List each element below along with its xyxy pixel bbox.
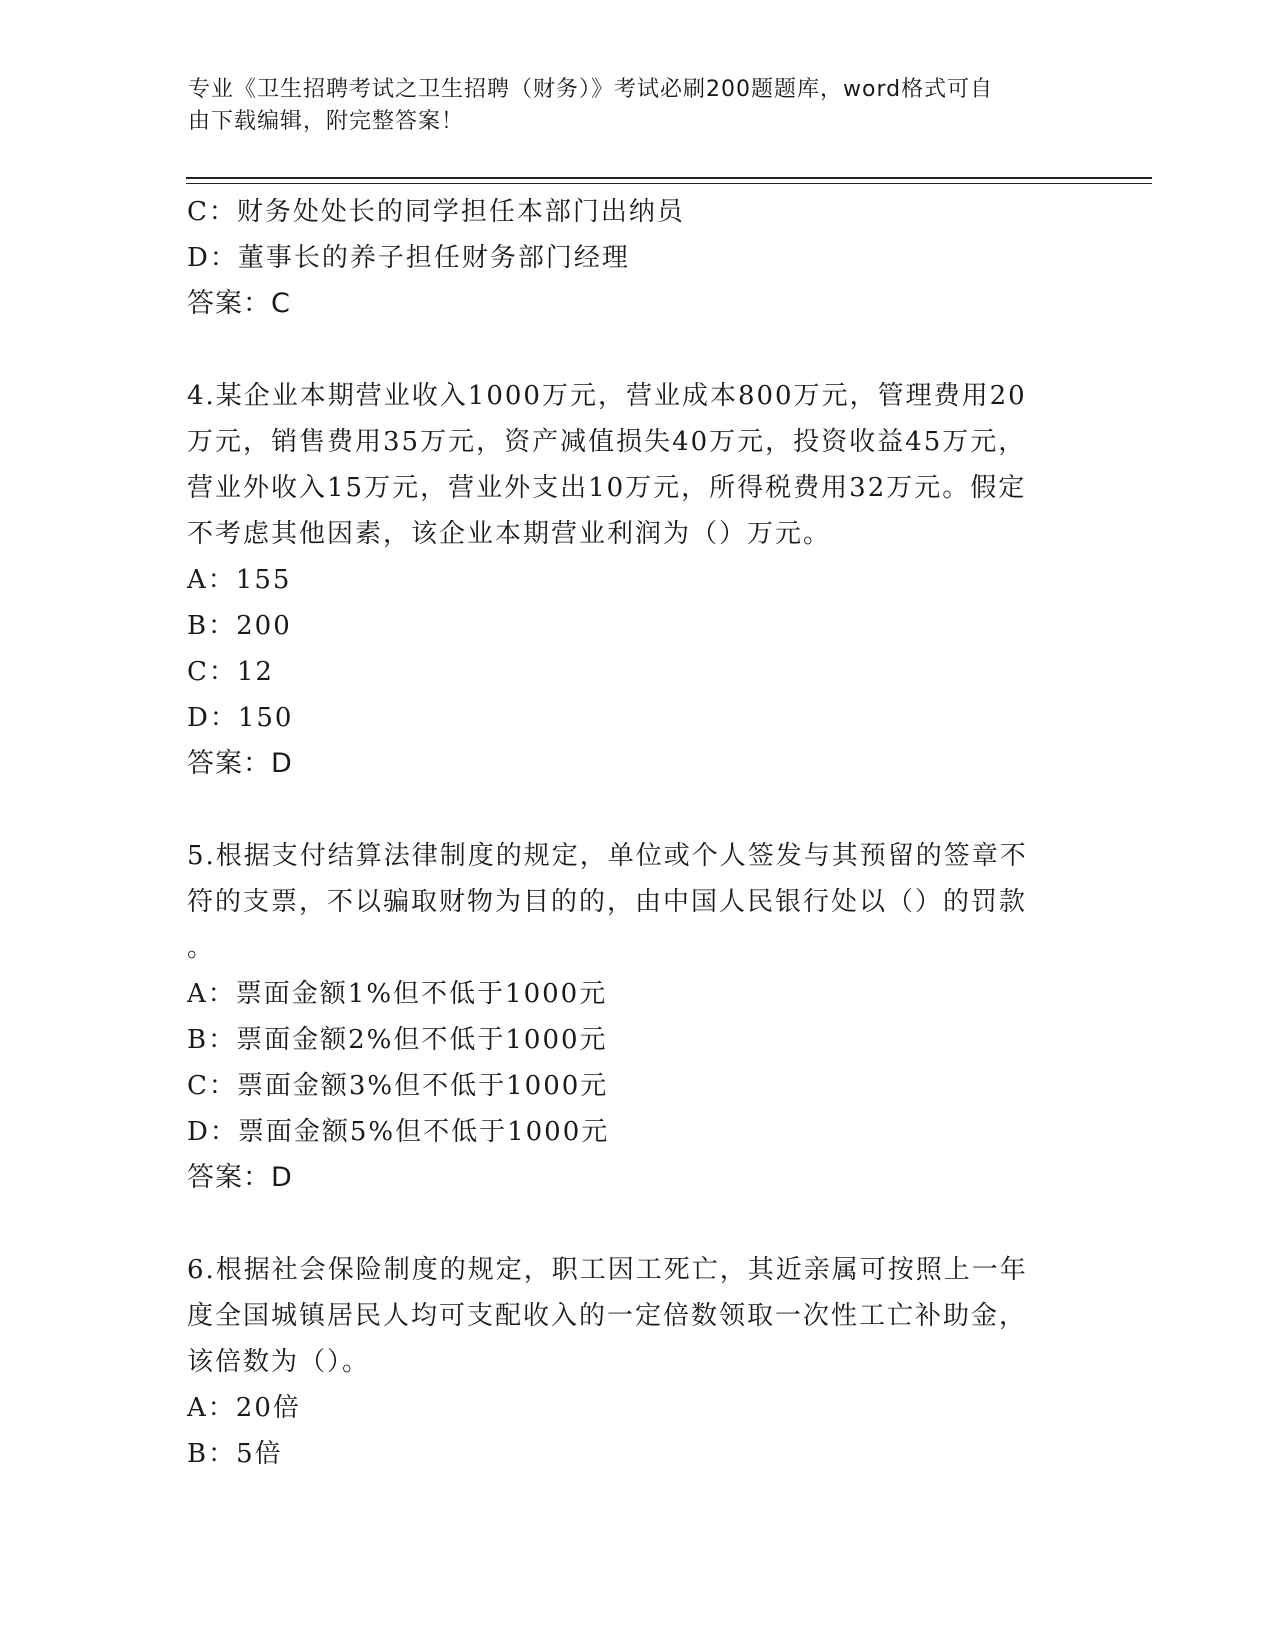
previous-question-tail	[187, 189, 1087, 327]
option-c: C：财务处处长的同学担任本部门出纳员	[187, 197, 685, 227]
answer-line: 答案：D	[187, 1162, 293, 1193]
answer-line: 答案：C	[187, 288, 291, 319]
header-line-2: 由下载编辑，附完整答案！	[188, 109, 465, 134]
option-d: D：董事长的养子担任财务部门经理	[187, 243, 630, 273]
option-a: A：155	[187, 565, 292, 595]
header-divider-thick	[186, 177, 1152, 179]
header-line-1: 专业《卫生招聘考试之卫生招聘（财务）》考试必刷200题题库，word格式可自	[188, 77, 994, 102]
option-c: C：票面金额3%但不低于1000元	[187, 1071, 609, 1101]
option-d: D：票面金额5%但不低于1000元	[187, 1117, 610, 1147]
question-text-line: 符的支票，不以骗取财物为目的的，由中国人民银行处以（）的罚款	[187, 887, 1028, 917]
answer-line: 答案：D	[187, 748, 293, 779]
option-c: C：12	[187, 657, 274, 687]
question-text-line: 5.根据支付结算法律制度的规定，单位或个人签发与其预留的签章不	[187, 841, 1028, 871]
option-b: B：200	[187, 611, 292, 641]
option-b: B：票面金额2%但不低于1000元	[187, 1025, 608, 1055]
question-5	[187, 833, 1087, 1201]
question-text-line: 度全国城镇居民人均可支配收入的一定倍数领取一次性工亡补助金，	[187, 1301, 1028, 1331]
question-6	[187, 1247, 1087, 1477]
option-d: D：150	[187, 703, 294, 733]
question-text-line: 不考虑其他因素，该企业本期营业利润为（）万元。	[187, 519, 832, 549]
option-b: B：5倍	[187, 1439, 283, 1469]
document-header	[188, 74, 1068, 138]
question-text-line: 。	[187, 933, 216, 963]
question-4	[187, 373, 1087, 787]
option-a: A：票面金额1%但不低于1000元	[187, 979, 608, 1009]
question-text-line: 6.根据社会保险制度的规定，职工因工死亡，其近亲属可按照上一年	[187, 1255, 1028, 1285]
option-a: A：20倍	[187, 1393, 301, 1423]
question-text-line: 万元，销售费用35万元，资产减值损失40万元，投资收益45万元，	[187, 427, 1027, 457]
header-divider-thin	[186, 183, 1152, 184]
question-text-line: 4.某企业本期营业收入1000万元，营业成本800万元，管理费用20	[187, 381, 1027, 411]
question-text-line: 该倍数为（）。	[187, 1347, 371, 1377]
question-text-line: 营业外收入15万元，营业外支出10万元，所得税费用32万元。假定	[187, 473, 1027, 503]
document-body	[187, 189, 1087, 1477]
